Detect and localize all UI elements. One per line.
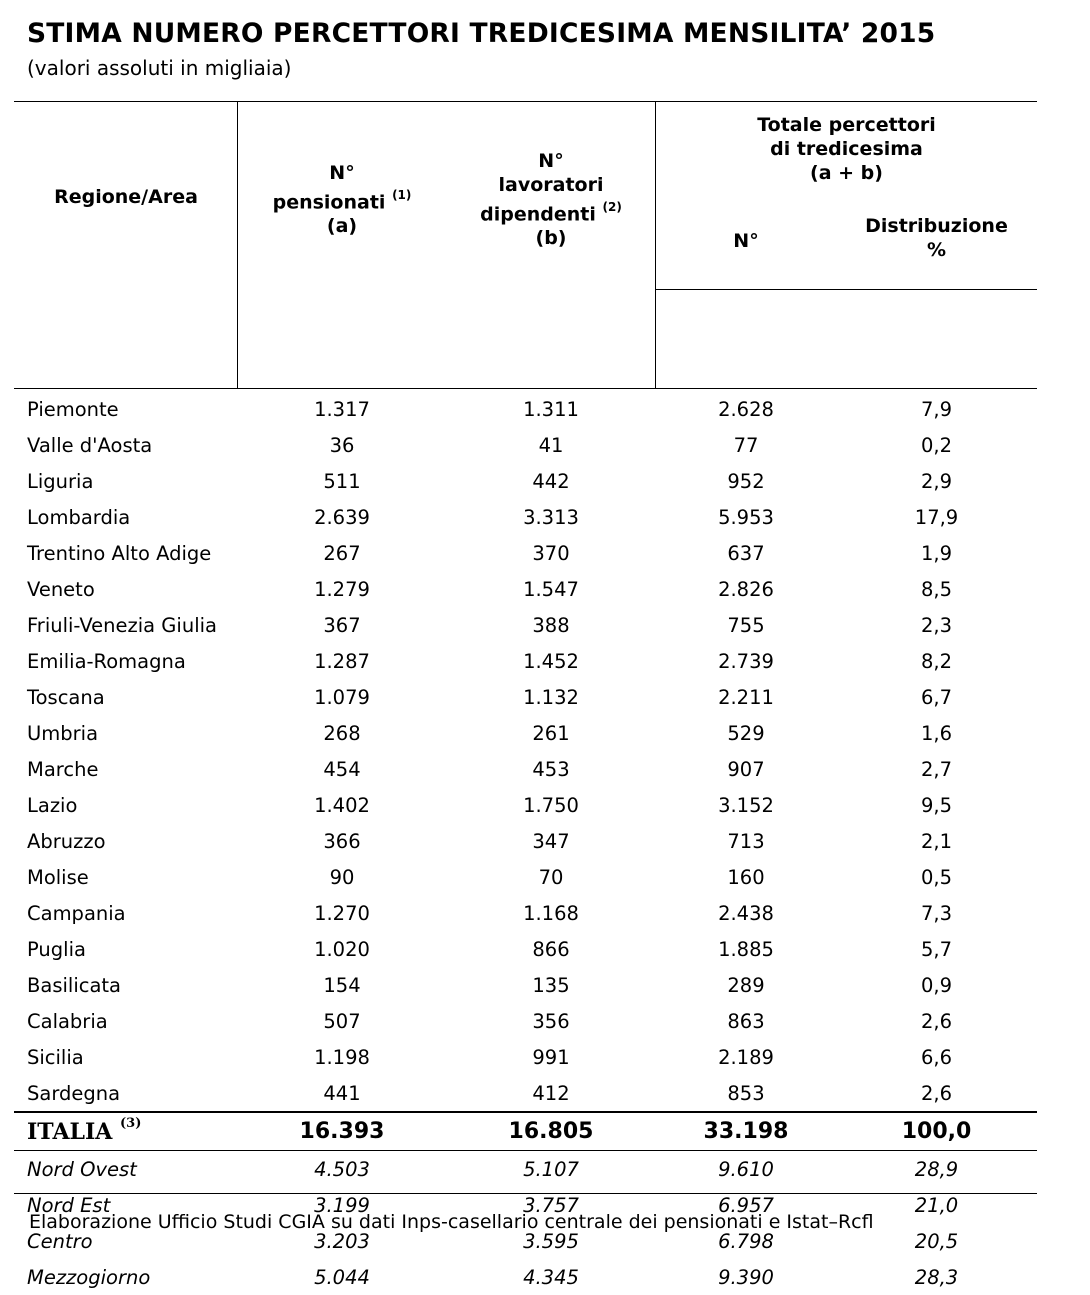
cell-region: Liguria bbox=[14, 463, 238, 499]
cell-region: Nord Ovest bbox=[14, 1151, 238, 1188]
cell-totale: 2.189 bbox=[656, 1039, 836, 1075]
cell-lavoratori: 1.311 bbox=[446, 391, 656, 427]
header-divider-1 bbox=[237, 101, 238, 388]
italia-note: (3) bbox=[120, 1116, 141, 1131]
cell-region: Sardegna bbox=[14, 1075, 238, 1112]
cell-pensionati: 3.203 bbox=[238, 1223, 446, 1259]
cell-distribuzione: 0,9 bbox=[836, 967, 1037, 1003]
cell-distribuzione: 1,6 bbox=[836, 715, 1037, 751]
cell-totale: 2.211 bbox=[656, 679, 836, 715]
cell-distribuzione: 6,6 bbox=[836, 1039, 1037, 1075]
table-row bbox=[14, 463, 1037, 499]
cell-region: Friuli-Venezia Giulia bbox=[14, 607, 238, 643]
cell-pensionati: 2.639 bbox=[238, 499, 446, 535]
cell-distribuzione: 2,3 bbox=[836, 607, 1037, 643]
cell-distribuzione: 9,5 bbox=[836, 787, 1037, 823]
cell-pensionati: 454 bbox=[238, 751, 446, 787]
cell-totale: 6.798 bbox=[656, 1223, 836, 1259]
cell-lavoratori: 4.345 bbox=[446, 1259, 656, 1295]
cell-pensionati: 367 bbox=[238, 607, 446, 643]
cell-totale: 5.953 bbox=[656, 499, 836, 535]
cell-pensionati: 267 bbox=[238, 535, 446, 571]
cell-totale: 160 bbox=[656, 859, 836, 895]
table-row-italia bbox=[14, 1112, 1037, 1151]
cell-totale-italia: 33.198 bbox=[656, 1112, 836, 1151]
table-row bbox=[14, 499, 1037, 535]
cell-totale: 2.438 bbox=[656, 895, 836, 931]
cell-lavoratori: 70 bbox=[446, 859, 656, 895]
page-title: STIMA NUMERO PERCETTORI TREDICESIMA MENSILITA’ 2015 bbox=[27, 18, 935, 49]
cell-lavoratori: 135 bbox=[446, 967, 656, 1003]
header-totale-n bbox=[656, 229, 836, 253]
cell-region: Trentino Alto Adige bbox=[14, 535, 238, 571]
cell-distribuzione: 2,1 bbox=[836, 823, 1037, 859]
data-table-frame bbox=[14, 101, 1037, 1194]
table-row bbox=[14, 859, 1037, 895]
cell-totale: 2.739 bbox=[656, 643, 836, 679]
header-pensionati-line3: (a) bbox=[238, 214, 446, 238]
cell-pensionati: 1.020 bbox=[238, 931, 446, 967]
cell-distribuzione: 8,5 bbox=[836, 571, 1037, 607]
cell-totale: 529 bbox=[656, 715, 836, 751]
table-row bbox=[14, 607, 1037, 643]
cell-distribuzione: 21,0 bbox=[836, 1187, 1037, 1223]
cell-lavoratori: 370 bbox=[446, 535, 656, 571]
cell-pensionati: 1.287 bbox=[238, 643, 446, 679]
cell-region: Lazio bbox=[14, 787, 238, 823]
cell-region: Centro bbox=[14, 1223, 238, 1259]
cell-pensionati-italia: 16.393 bbox=[238, 1112, 446, 1151]
cell-distribuzione: 1,9 bbox=[836, 535, 1037, 571]
cell-totale: 2.628 bbox=[656, 391, 836, 427]
table-row bbox=[14, 895, 1037, 931]
table-row bbox=[14, 1151, 1037, 1188]
cell-lavoratori: 1.750 bbox=[446, 787, 656, 823]
cell-region: Calabria bbox=[14, 1003, 238, 1039]
cell-region: Puglia bbox=[14, 931, 238, 967]
header-pensionati-line1: N° bbox=[238, 161, 446, 185]
cell-totale: 1.885 bbox=[656, 931, 836, 967]
cell-totale: 952 bbox=[656, 463, 836, 499]
header-lavoratori-line1: N° bbox=[446, 149, 656, 173]
cell-lavoratori: 1.547 bbox=[446, 571, 656, 607]
cell-lavoratori-italia: 16.805 bbox=[446, 1112, 656, 1151]
cell-lavoratori: 347 bbox=[446, 823, 656, 859]
cell-lavoratori: 1.452 bbox=[446, 643, 656, 679]
cell-pensionati: 1.279 bbox=[238, 571, 446, 607]
cell-distribuzione: 2,6 bbox=[836, 1075, 1037, 1112]
header-lavoratori-line3: dipendenti bbox=[480, 203, 596, 225]
cell-lavoratori: 442 bbox=[446, 463, 656, 499]
header-totale-line3: (a + b) bbox=[656, 161, 1037, 185]
header-lavoratori-note: (2) bbox=[603, 200, 622, 214]
page-subtitle: (valori assoluti in migliaia) bbox=[27, 56, 291, 80]
cell-pensionati: 90 bbox=[238, 859, 446, 895]
cell-pensionati: 441 bbox=[238, 1075, 446, 1112]
cell-distribuzione: 0,5 bbox=[836, 859, 1037, 895]
cell-pensionati: 4.503 bbox=[238, 1151, 446, 1188]
header-totale-group bbox=[656, 113, 1037, 185]
cell-lavoratori: 261 bbox=[446, 715, 656, 751]
cell-region: Valle d'Aosta bbox=[14, 427, 238, 463]
table-row bbox=[14, 571, 1037, 607]
cell-lavoratori: 3.313 bbox=[446, 499, 656, 535]
cell-region: Molise bbox=[14, 859, 238, 895]
header-lavoratori-line4: (b) bbox=[446, 226, 656, 250]
table-row bbox=[14, 1075, 1037, 1112]
table-top-rule bbox=[14, 101, 1037, 102]
cell-region: Marche bbox=[14, 751, 238, 787]
cell-lavoratori: 1.132 bbox=[446, 679, 656, 715]
cell-region: Emilia-Romagna bbox=[14, 643, 238, 679]
cell-distribuzione: 28,9 bbox=[836, 1151, 1037, 1188]
cell-lavoratori: 388 bbox=[446, 607, 656, 643]
table-row bbox=[14, 679, 1037, 715]
cell-region: Campania bbox=[14, 895, 238, 931]
header-distribuzione-line1: Distribuzione bbox=[836, 214, 1037, 238]
cell-region: Nord Est bbox=[14, 1187, 238, 1223]
cell-pensionati: 5.044 bbox=[238, 1259, 446, 1295]
cell-distribuzione: 6,7 bbox=[836, 679, 1037, 715]
table-row bbox=[14, 1259, 1037, 1295]
cell-region: Toscana bbox=[14, 679, 238, 715]
cell-totale: 713 bbox=[656, 823, 836, 859]
totale-group-rule-2 bbox=[655, 289, 1037, 290]
header-region-label: Regione/Area bbox=[54, 186, 198, 208]
cell-lavoratori: 453 bbox=[446, 751, 656, 787]
table-row bbox=[14, 823, 1037, 859]
cell-pensionati: 36 bbox=[238, 427, 446, 463]
table-row bbox=[14, 1003, 1037, 1039]
cell-totale: 9.610 bbox=[656, 1151, 836, 1188]
cell-pensionati: 507 bbox=[238, 1003, 446, 1039]
header-bottom-rule bbox=[14, 388, 1037, 389]
cell-region: Piemonte bbox=[14, 391, 238, 427]
cell-region: Umbria bbox=[14, 715, 238, 751]
cell-distribuzione: 8,2 bbox=[836, 643, 1037, 679]
cell-distribuzione: 7,3 bbox=[836, 895, 1037, 931]
table-row bbox=[14, 643, 1037, 679]
region-rows bbox=[14, 391, 1037, 1112]
cell-totale: 907 bbox=[656, 751, 836, 787]
table-row bbox=[14, 715, 1037, 751]
header-totale-line1: Totale percettori bbox=[656, 113, 1037, 137]
header-totale-n-label: N° bbox=[733, 230, 758, 252]
cell-region: Veneto bbox=[14, 571, 238, 607]
cell-lavoratori: 356 bbox=[446, 1003, 656, 1039]
cell-lavoratori: 866 bbox=[446, 931, 656, 967]
table-row bbox=[14, 1039, 1037, 1075]
cell-totale: 9.390 bbox=[656, 1259, 836, 1295]
cell-distribuzione: 5,7 bbox=[836, 931, 1037, 967]
cell-pensionati: 1.402 bbox=[238, 787, 446, 823]
cell-distribuzione: 2,7 bbox=[836, 751, 1037, 787]
data-table-body bbox=[14, 391, 1037, 1295]
cell-pensionati: 3.199 bbox=[238, 1187, 446, 1223]
table-row bbox=[14, 391, 1037, 427]
table-row bbox=[14, 787, 1037, 823]
cell-lavoratori: 5.107 bbox=[446, 1151, 656, 1188]
header-totale-line2: di tredicesima bbox=[656, 137, 1037, 161]
cell-pensionati: 511 bbox=[238, 463, 446, 499]
cell-distribuzione: 7,9 bbox=[836, 391, 1037, 427]
cell-region: Sicilia bbox=[14, 1039, 238, 1075]
cell-totale: 77 bbox=[656, 427, 836, 463]
source-note: Elaborazione Ufficio Studi CGIA su dati Inps-casellario centrale dei pensionati e Istat–Rcfl bbox=[29, 1211, 874, 1233]
table-row bbox=[14, 967, 1037, 1003]
cell-pensionati: 154 bbox=[238, 967, 446, 1003]
cell-pensionati: 1.317 bbox=[238, 391, 446, 427]
cell-lavoratori: 412 bbox=[446, 1075, 656, 1112]
cell-totale: 863 bbox=[656, 1003, 836, 1039]
cell-distribuzione: 17,9 bbox=[836, 499, 1037, 535]
cell-region: Basilicata bbox=[14, 967, 238, 1003]
header-lavoratori-line2: lavoratori bbox=[446, 173, 656, 197]
cell-lavoratori: 3.757 bbox=[446, 1187, 656, 1223]
cell-region: Abruzzo bbox=[14, 823, 238, 859]
cell-distribuzione-italia: 100,0 bbox=[836, 1112, 1037, 1151]
header-pensionati bbox=[238, 161, 446, 238]
header-pensionati-line2: pensionati bbox=[273, 191, 386, 213]
cell-pensionati: 1.270 bbox=[238, 895, 446, 931]
cell-totale: 2.826 bbox=[656, 571, 836, 607]
header-distribuzione-line2: % bbox=[836, 238, 1037, 262]
table-row bbox=[14, 751, 1037, 787]
cell-totale: 6.957 bbox=[656, 1187, 836, 1223]
total-rows bbox=[14, 1112, 1037, 1151]
cell-totale: 289 bbox=[656, 967, 836, 1003]
cell-pensionati: 1.198 bbox=[238, 1039, 446, 1075]
header-pensionati-note: (1) bbox=[392, 188, 411, 202]
cell-lavoratori: 41 bbox=[446, 427, 656, 463]
cell-region: Mezzogiorno bbox=[14, 1259, 238, 1295]
cell-lavoratori: 3.595 bbox=[446, 1223, 656, 1259]
cell-pensionati: 268 bbox=[238, 715, 446, 751]
cell-region-italia bbox=[14, 1112, 238, 1151]
cell-pensionati: 366 bbox=[238, 823, 446, 859]
cell-totale: 637 bbox=[656, 535, 836, 571]
cell-distribuzione: 20,5 bbox=[836, 1223, 1037, 1259]
header-lavoratori bbox=[446, 149, 656, 250]
cell-distribuzione: 0,2 bbox=[836, 427, 1037, 463]
cell-lavoratori: 991 bbox=[446, 1039, 656, 1075]
header-region bbox=[14, 185, 238, 209]
italia-label: ITALIA bbox=[27, 1119, 112, 1145]
header-distribuzione bbox=[836, 214, 1037, 262]
cell-distribuzione: 2,9 bbox=[836, 463, 1037, 499]
table-row bbox=[14, 931, 1037, 967]
cell-distribuzione: 2,6 bbox=[836, 1003, 1037, 1039]
cell-lavoratori: 1.168 bbox=[446, 895, 656, 931]
cell-totale: 755 bbox=[656, 607, 836, 643]
cell-totale: 3.152 bbox=[656, 787, 836, 823]
table-row bbox=[14, 427, 1037, 463]
cell-totale: 853 bbox=[656, 1075, 836, 1112]
cell-region: Lombardia bbox=[14, 499, 238, 535]
cell-distribuzione: 28,3 bbox=[836, 1259, 1037, 1295]
cell-pensionati: 1.079 bbox=[238, 679, 446, 715]
table-row bbox=[14, 535, 1037, 571]
